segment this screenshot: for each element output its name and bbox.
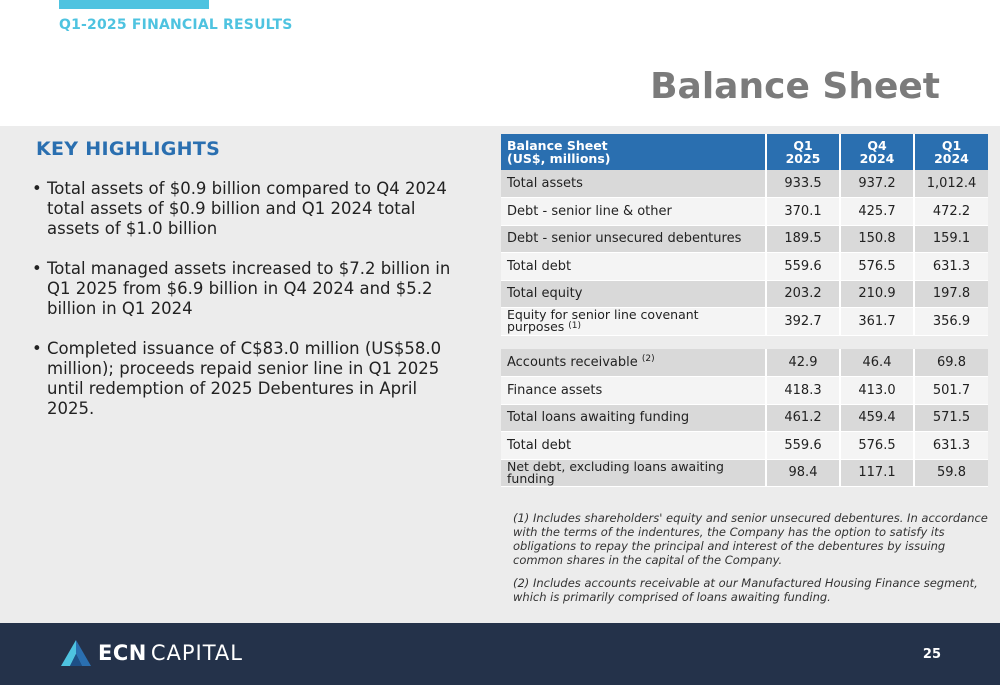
- row-label: Net debt, excluding loans awaiting funding: [501, 459, 766, 487]
- row-label: Total assets: [501, 170, 766, 198]
- table-row: [501, 253, 988, 281]
- column-header-line1: Q1: [941, 138, 962, 153]
- table-row: [501, 308, 988, 336]
- table-cell: 571.5: [914, 404, 988, 432]
- table-cell: 1,012.4: [914, 170, 988, 198]
- logo-text-bold: ECN: [98, 641, 147, 665]
- table-cell: 392.7: [766, 308, 840, 336]
- header-label-line1: Balance Sheet: [507, 138, 608, 153]
- column-header-line1: Q4: [867, 138, 887, 153]
- logo-text-light: CAPITAL: [150, 641, 243, 665]
- ecn-capital-logo: [60, 640, 243, 666]
- table-cell: 189.5: [766, 225, 840, 253]
- column-header-line2: 2024: [859, 151, 895, 166]
- table-cell: 425.7: [840, 198, 914, 226]
- row-label: [501, 349, 766, 377]
- footnote-ref: (2): [641, 354, 655, 364]
- row-label: Total debt: [501, 432, 766, 460]
- table-cell: 576.5: [840, 432, 914, 460]
- section-eyebrow: Q1-2025 FINANCIAL RESULTS: [59, 17, 293, 33]
- table-cell: 937.2: [840, 170, 914, 198]
- table-cell: 59.8: [914, 459, 988, 487]
- table-cell: 210.9: [840, 280, 914, 308]
- table-cell: 69.8: [914, 349, 988, 377]
- highlight-item: • Total managed assets increased to $7.2 billion in Q1 2025 from $6.9 billion in Q4 2024 and $5.2 billion in Q1 2024: [32, 259, 462, 319]
- header-label-line2: (US$, millions): [507, 151, 611, 166]
- page-title: Balance Sheet: [650, 66, 940, 107]
- table-cell: 559.6: [766, 253, 840, 281]
- table-row: [501, 404, 988, 432]
- loans-debt-table: [501, 349, 988, 487]
- balance-sheet-table: [501, 134, 988, 336]
- table-cell: 631.3: [914, 432, 988, 460]
- table-header-label: [501, 134, 766, 170]
- table-row: [501, 377, 988, 405]
- table-cell: 356.9: [914, 308, 988, 336]
- footnote-2: (2) Includes accounts receivable at our Manufactured Housing Finance segment, which is primarily comprised of loans awaiting funding.: [513, 576, 978, 604]
- table-cell: 46.4: [840, 349, 914, 377]
- footer-bar: [0, 623, 1000, 685]
- table-cell: 197.8: [914, 280, 988, 308]
- table-cell: 150.8: [840, 225, 914, 253]
- table-row: [501, 459, 988, 487]
- row-label: Debt - senior unsecured debentures: [501, 225, 766, 253]
- top-accent-bar: [59, 0, 209, 9]
- table-row: [501, 225, 988, 253]
- column-header-line1: Q1: [793, 138, 813, 153]
- key-highlights-title: KEY HIGHLIGHTS: [36, 138, 221, 160]
- logo-mark-icon: [60, 640, 92, 666]
- table-header-row: [501, 134, 988, 170]
- highlight-item: • Total assets of $0.9 billion compared to Q4 2024 total assets of $0.9 billion and Q1 2024 total assets of $1.0 billion: [32, 179, 462, 239]
- page-number: 25: [922, 647, 941, 662]
- table-cell: 501.7: [914, 377, 988, 405]
- highlight-item: • Completed issuance of C$83.0 million (US$58.0 million); proceeds repaid senior line in Q1 2025 until redemption of 2025 Debentures in April 2025.: [32, 339, 462, 419]
- table-cell: 413.0: [840, 377, 914, 405]
- row-label: Total loans awaiting funding: [501, 404, 766, 432]
- table-row: [501, 280, 988, 308]
- table-cell: 42.9: [766, 349, 840, 377]
- table-cell: 559.6: [766, 432, 840, 460]
- highlights-list: [32, 179, 462, 439]
- table-cell: 370.1: [766, 198, 840, 226]
- row-label-text: Accounts receivable: [507, 355, 638, 370]
- table-row: [501, 349, 988, 377]
- footnote-ref: (1): [568, 321, 582, 332]
- table-row: [501, 432, 988, 460]
- footnote-1: (1) Includes shareholders' equity and senior unsecured debentures. In accordance with the terms of the indentures, the Company has the option to satisfy its obligations to repay the principal and interest of the debentures by issuing common shares in the capital of the Company.: [513, 511, 988, 567]
- row-label: Total debt: [501, 253, 766, 281]
- table-row: [501, 170, 988, 198]
- row-label: [501, 308, 766, 336]
- table-cell: 472.2: [914, 198, 988, 226]
- table-cell: 933.5: [766, 170, 840, 198]
- table-cell: 361.7: [840, 308, 914, 336]
- row-label: Total equity: [501, 280, 766, 308]
- table-cell: 203.2: [766, 280, 840, 308]
- table-cell: 576.5: [840, 253, 914, 281]
- table-cell: 98.4: [766, 459, 840, 487]
- column-header-q1-2025: [766, 134, 840, 170]
- column-header-line2: 2024: [934, 151, 969, 166]
- row-label: Finance assets: [501, 377, 766, 405]
- table-cell: 159.1: [914, 225, 988, 253]
- column-header-line2: 2025: [785, 151, 821, 166]
- table-cell: 117.1: [840, 459, 914, 487]
- footnotes: [513, 511, 989, 613]
- column-header-q4-2024: [840, 134, 914, 170]
- row-label-text: Equity for senior line covenant purposes: [507, 307, 699, 335]
- column-header-q1-2024: [914, 134, 988, 170]
- table-cell: 461.2: [766, 404, 840, 432]
- table-row: [501, 198, 988, 226]
- table-cell: 418.3: [766, 377, 840, 405]
- content-panel: [0, 126, 1000, 623]
- row-label: Debt - senior line & other: [501, 198, 766, 226]
- table-cell: 459.4: [840, 404, 914, 432]
- table-cell: 631.3: [914, 253, 988, 281]
